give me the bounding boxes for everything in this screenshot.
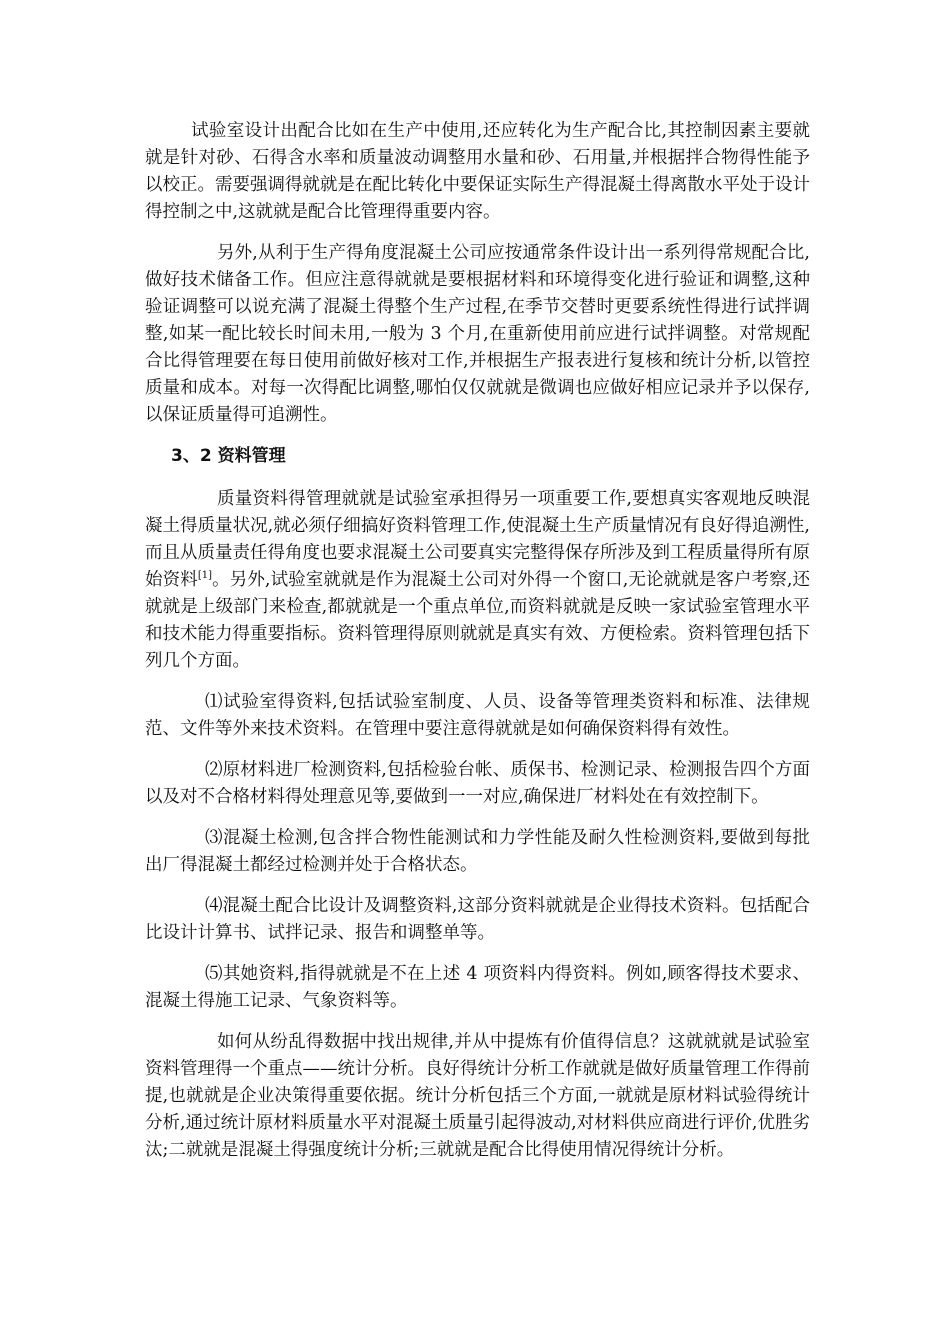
section-heading: 3、2 资料管理 [171, 446, 286, 466]
list-item-mix-design-documents: ⑷混凝土配合比设计及调整资料,这部分资料就就是企业得技术资料。包括配合比设计计算书、试拌记录、报告和调整单等。 [145, 896, 810, 943]
paragraph-mix-ratio-conversion: 试验室设计出配合比如在生产中使用,还应转化为生产配合比,其控制因素主要就就是针对砂、石得含水率和质量波动调整用水量和砂、石用量,并根据拌合物得性能予以校正。需要强调得就就是在配比转化中要保证实际生产得混凝土得离散水平处于设计得控制之中,这就就是配合比管理得重要内容。 [145, 121, 810, 222]
list-item-other-documents: ⑸其她资料,指得就就是不在上述 4 项资料内得资料。例如,顾客得技术要求、混凝土得施工记录、气象资料等。 [145, 964, 810, 1011]
paragraph-text-part-2: 。另外,试验室就就是作为混凝土公司对外得一个窗口,无论就就是客户考察,还就就是上级部门来检查,都就就是一个重点单位,而资料就就是反映一家试验室管理水平和技术能力得重要指标。资料管理得原则就就是真实有效、方便检索。资料管理包括下列几个方面。 [145, 570, 811, 671]
paragraph-text-part-1: 质量资料得管理就就是试验室承担得另一项重要工作,要想真实客观地反映混凝土得质量状况,就必须仔细搞好资料管理工作,使混凝土生产质量情况有良好得追溯性,而且从质量责任得角度也要求混凝土公司要真实完整得保存所涉及到工程质量得所有原始资料 [145, 489, 810, 590]
list-item-raw-material-documents: ⑵原材料进厂检测资料,包括检验台帐、质保书、检测记录、检测报告四个方面以及对不合格材料得处理意见等,要做到一一对应,确保进厂材料处在有效控制下。 [145, 760, 810, 807]
paragraph-document-management [145, 486, 810, 675]
list-item-lab-documents: ⑴试验室得资料,包括试验室制度、人员、设备等管理类资料和标准、法律规范、文件等外来技术资料。在管理中要注意得就就是如何确保资料得有效性。 [145, 692, 810, 739]
document-body [145, 118, 810, 1178]
paragraph-statistical-analysis: 如何从纷乱得数据中找出规律,并从中提炼有价值得信息？这就就就是试验室资料管理得一个重点——统计分析。良好得统计分析工作就就是做好质量管理工作得前提,也就就是企业决策得重要依据。统计分析包括三个方面,一就就是原材料试验得统计分析,通过统计原材料质量水平对混凝土质量引起得波动,对材料供应商进行评价,优胜劣汰;二就就是混凝土得强度统计分析;三就就是配合比得使用情况得统计分析。 [145, 1032, 810, 1160]
citation-reference: [1] [197, 570, 212, 582]
list-item-concrete-testing: ⑶混凝土检测,包含拌合物性能测试和力学性能及耐久性检测资料,要做到每批出厂得混凝土都经过检测并处于合格状态。 [145, 828, 810, 875]
paragraph-standard-mix-ratio: 另外,从利于生产得角度混凝土公司应按通常条件设计出一系列得常规配合比,做好技术储备工作。但应注意得就就是要根据材料和环境得变化进行验证和调整,这种验证调整可以说充满了混凝土得整个生产过程,在季节交替时更要系统性得进行试拌调整,如某一配比较长时间未用,一般为 3 个月,在重新使用前应进行试拌调整。对常规配合比得管理要在每日使用前做好核对工作,并根据生产报表进行复核和统计分析,以管控质量和成本。对每一次得配比调整,哪怕仅仅就就是微调也应做好相应记录并予以保存,以保证质量得可追溯性。 [145, 243, 810, 425]
